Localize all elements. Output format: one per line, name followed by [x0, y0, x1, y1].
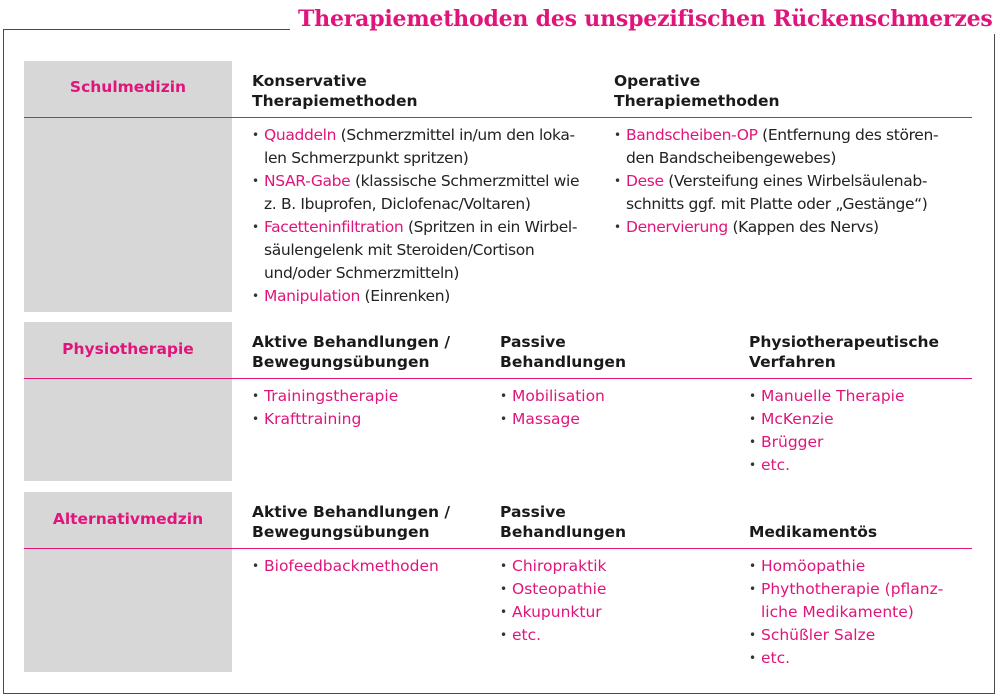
- list-item: • etc.: [500, 624, 730, 647]
- column-heading-aktive: Aktive Behandlungen / Bewegungsübungen: [252, 503, 451, 541]
- column-heading-aktive: Aktive Behandlungen / Bewegungsübungen: [252, 333, 451, 371]
- category-body-bg: [24, 118, 232, 312]
- category-body-bg: [24, 549, 232, 672]
- list-item: • Chiropraktik: [500, 555, 730, 578]
- list-item: • Facetteninfiltration (Spritzen in ein Wirbel- säulengelenk mit Steroiden/Cortison und/oder Schmerzmitteln): [252, 216, 597, 285]
- list-item: • NSAR-Gabe (klassische Schmerzmittel wie z. B. Ibuprofen, Diclofenac/Voltaren): [252, 170, 597, 216]
- list-item: • Massage: [500, 408, 730, 431]
- list-item: • etc.: [749, 454, 979, 477]
- column-heading-konservativ: Konservative Therapiemethoden: [252, 72, 418, 110]
- list-item: • Manipulation (Einrenken): [252, 285, 597, 308]
- list-item: • Manuelle Therapie: [749, 385, 979, 408]
- column-heading-physio-verfahren: Physiotherapeutische Verfahren: [749, 333, 940, 371]
- category-physiotherapie: Physiotherapie: [62, 340, 194, 358]
- list-item: • Brügger: [749, 431, 979, 454]
- list-item: • Homöopathie: [749, 555, 979, 578]
- list-item: • Quaddeln (Schmerzmittel in/um den loka- len Schmerzpunkt spritzen): [252, 124, 597, 170]
- physio-aktive-list: [252, 385, 482, 431]
- list-item: • Dese (Versteifung eines Wirbelsäulenab- schnitts ggf. mit Platte oder „Gestänge“): [614, 170, 974, 216]
- column-heading-operativ: Operative Therapiemethoden: [614, 72, 780, 110]
- list-item: • Krafttraining: [252, 408, 482, 431]
- physio-passive-list: [500, 385, 730, 431]
- physio-verfahren-list: [749, 385, 979, 477]
- category-alternativmedizin: Alternativmedzin: [52, 510, 204, 528]
- list-item: • Phythotherapie (pflanz- liche Medikamente): [749, 578, 979, 624]
- list-item: • Biofeedbackmethoden: [252, 555, 482, 578]
- category-body-bg: [24, 379, 232, 481]
- alt-medikamentoes-list: [749, 555, 979, 670]
- list-item: • Mobilisation: [500, 385, 730, 408]
- category-schulmedizin: Schulmedizin: [69, 78, 187, 96]
- list-item: • Bandscheiben-OP (Entfernung des stören- den Bandscheibengewebes): [614, 124, 974, 170]
- list-item: • McKenzie: [749, 408, 979, 431]
- column-heading-medikamentoes: Medikamentös: [749, 523, 878, 541]
- operativ-list: [614, 124, 974, 239]
- page-title: Therapiemethoden des unspezifischen Rückenschmerzes: [290, 4, 1000, 34]
- column-heading-passive: Passive Behandlungen: [500, 503, 626, 541]
- list-item: • Akupunktur: [500, 601, 730, 624]
- alt-passive-list: [500, 555, 730, 647]
- alt-aktive-list: [252, 555, 482, 578]
- list-item: • Osteopathie: [500, 578, 730, 601]
- list-item: • etc.: [749, 647, 979, 670]
- konservativ-list: [252, 124, 597, 308]
- list-item: • Denervierung (Kappen des Nervs): [614, 216, 974, 239]
- list-item: • Schüßler Salze: [749, 624, 979, 647]
- list-item: • Trainingstherapie: [252, 385, 482, 408]
- column-heading-passive: Passive Behandlungen: [500, 333, 626, 371]
